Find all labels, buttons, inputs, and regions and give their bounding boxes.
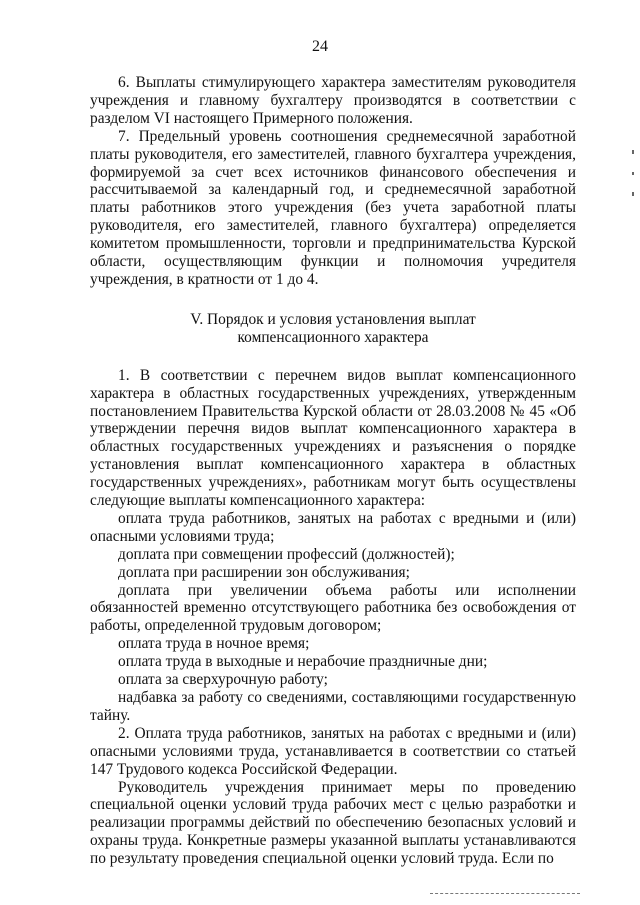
paragraph-section-2: 2. Оплата труда работников, занятых на работах с вредными и (или) опасными условиями труда, устанавливается в соответствии со статьей 147 Трудового кодекса Российской Федерации. (90, 724, 576, 778)
list-item-increased-workload: доплата при увеличении объема работы или исполнении обязанностей временно отсутствующего работника без освобождения от работы, определенной трудовым договором; (90, 581, 576, 635)
paragraph-section-1: 1. В соответствии с перечнем видов выплат компенсационного характера в областных государственных учреждениях, утвержденным постановлением Правительства Курской области от 28.03.2008 № 45 «Об утверждении перечня видов выплат компенсационного характера в областных государственных учреждениях и разъяснения о порядке установления выплат компенсационного характера в областных государственных учреждениях», работникам могут быть осуществлены следующие выплаты компенсационного характера: (90, 366, 576, 510)
document-body (90, 74, 576, 868)
paragraph-7: 7. Предельный уровень соотношения среднемесячной заработной платы руководителя, его заместителей, главного бухгалтера учреждения, формируемой за счет всех источников финансового обеспечения и рассчитываемой за календарный год, и среднемесячной заработной платы работников этого учреждения (без учета заработной платы руководителя, его заместителей, главного бухгалтера) определяется комитетом промышленности, торговли и предпринимательства Курской области, осуществляющим функции и полномочия учредителя учреждения, в кратности от 1 до 4. (90, 127, 576, 288)
scan-artifact (632, 172, 634, 175)
list-item-harmful-work: оплата труда работников, занятых на работах с вредными и (или) опасными условиями труда; (90, 509, 576, 545)
scan-artifact (632, 192, 634, 196)
paragraph-6: 6. Выплаты стимулирующего характера заместителям руководителя учреждения и главному бухгалтеру производятся в соответствии с разделом VI настоящего Примерного положения. (90, 74, 576, 127)
list-item-overtime: оплата за сверхурочную работу; (118, 671, 328, 689)
list-item-state-secret: надбавка за работу со сведениями, составляющими государственную тайну. (90, 689, 576, 724)
page-number: 24 (312, 38, 328, 55)
section-heading-line1: V. Порядок и условия установления выплат (190, 310, 476, 328)
list-item-service-zones: доплата при расширении зон обслуживания; (118, 563, 410, 581)
list-item-night-work: оплата труда в ночное время; (118, 635, 310, 653)
list-item-combining-professions: доплата при совмещении профессий (должностей); (118, 545, 455, 563)
section-heading (90, 311, 576, 347)
section-heading-line2: компенсационного характера (237, 328, 429, 346)
scan-artifact (632, 150, 634, 154)
list-item-holiday-work: оплата труда в выходные и нерабочие праздничные дни; (118, 653, 488, 671)
scan-artifact-line (430, 893, 580, 895)
paragraph-head-measures: Руководитель учреждения принимает меры по проведению специальной оценки условий труда рабочих мест с целью разработки и реализации программы действий по обеспечению безопасных условий и охраны труда. Конкретные размеры указанной выплаты устанавливаются по результату проведения специальной оценки условий труда. Если по (90, 778, 576, 868)
